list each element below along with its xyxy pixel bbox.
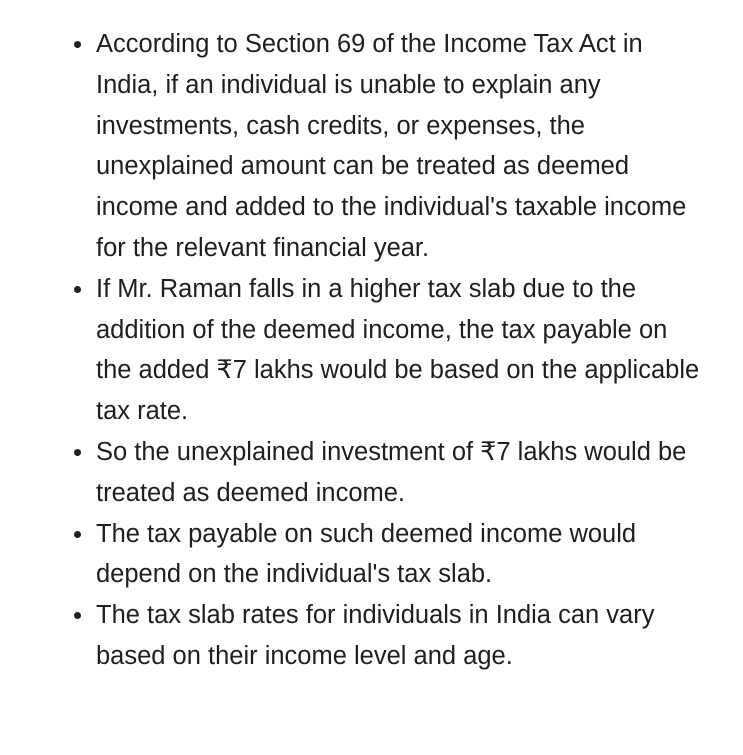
bullet-item-section-69 xyxy=(96,24,708,269)
bullet-item-higher-tax-slab xyxy=(96,269,708,432)
bullet-dot-icon xyxy=(74,449,81,456)
document-body xyxy=(0,24,743,677)
bullet-dot-icon xyxy=(74,531,81,538)
bullet-list xyxy=(0,24,743,677)
bullet-item-deemed-income xyxy=(96,432,708,514)
bullet-dot-icon xyxy=(74,41,81,48)
bullet-dot-icon xyxy=(74,286,81,293)
bullet-text: If Mr. Raman falls in a higher tax slab due to the addition of the deemed income, the tax payable on the added ₹7 lakhs would be based on the applicable tax rate. xyxy=(96,274,700,426)
bullet-text: The tax slab rates for individuals in India can vary based on their income level and age. xyxy=(96,601,655,670)
bullet-text: The tax payable on such deemed income would depend on the individual's tax slab. xyxy=(96,519,637,589)
bullet-text: So the unexplained investment of ₹7 lakhs would be treated as deemed income. xyxy=(96,437,687,507)
bullet-item-slab-rates xyxy=(96,595,708,677)
bullet-dot-icon xyxy=(74,612,81,619)
bullet-item-tax-payable xyxy=(96,514,708,596)
bullet-text: According to Section 69 of the Income Tax Act in India, if an individual is unable to explain any investments, cash credits, or expenses, the unexplained amount can be treated as deemed income and added to the individual's taxable income for the relevant financial year. xyxy=(96,30,687,262)
